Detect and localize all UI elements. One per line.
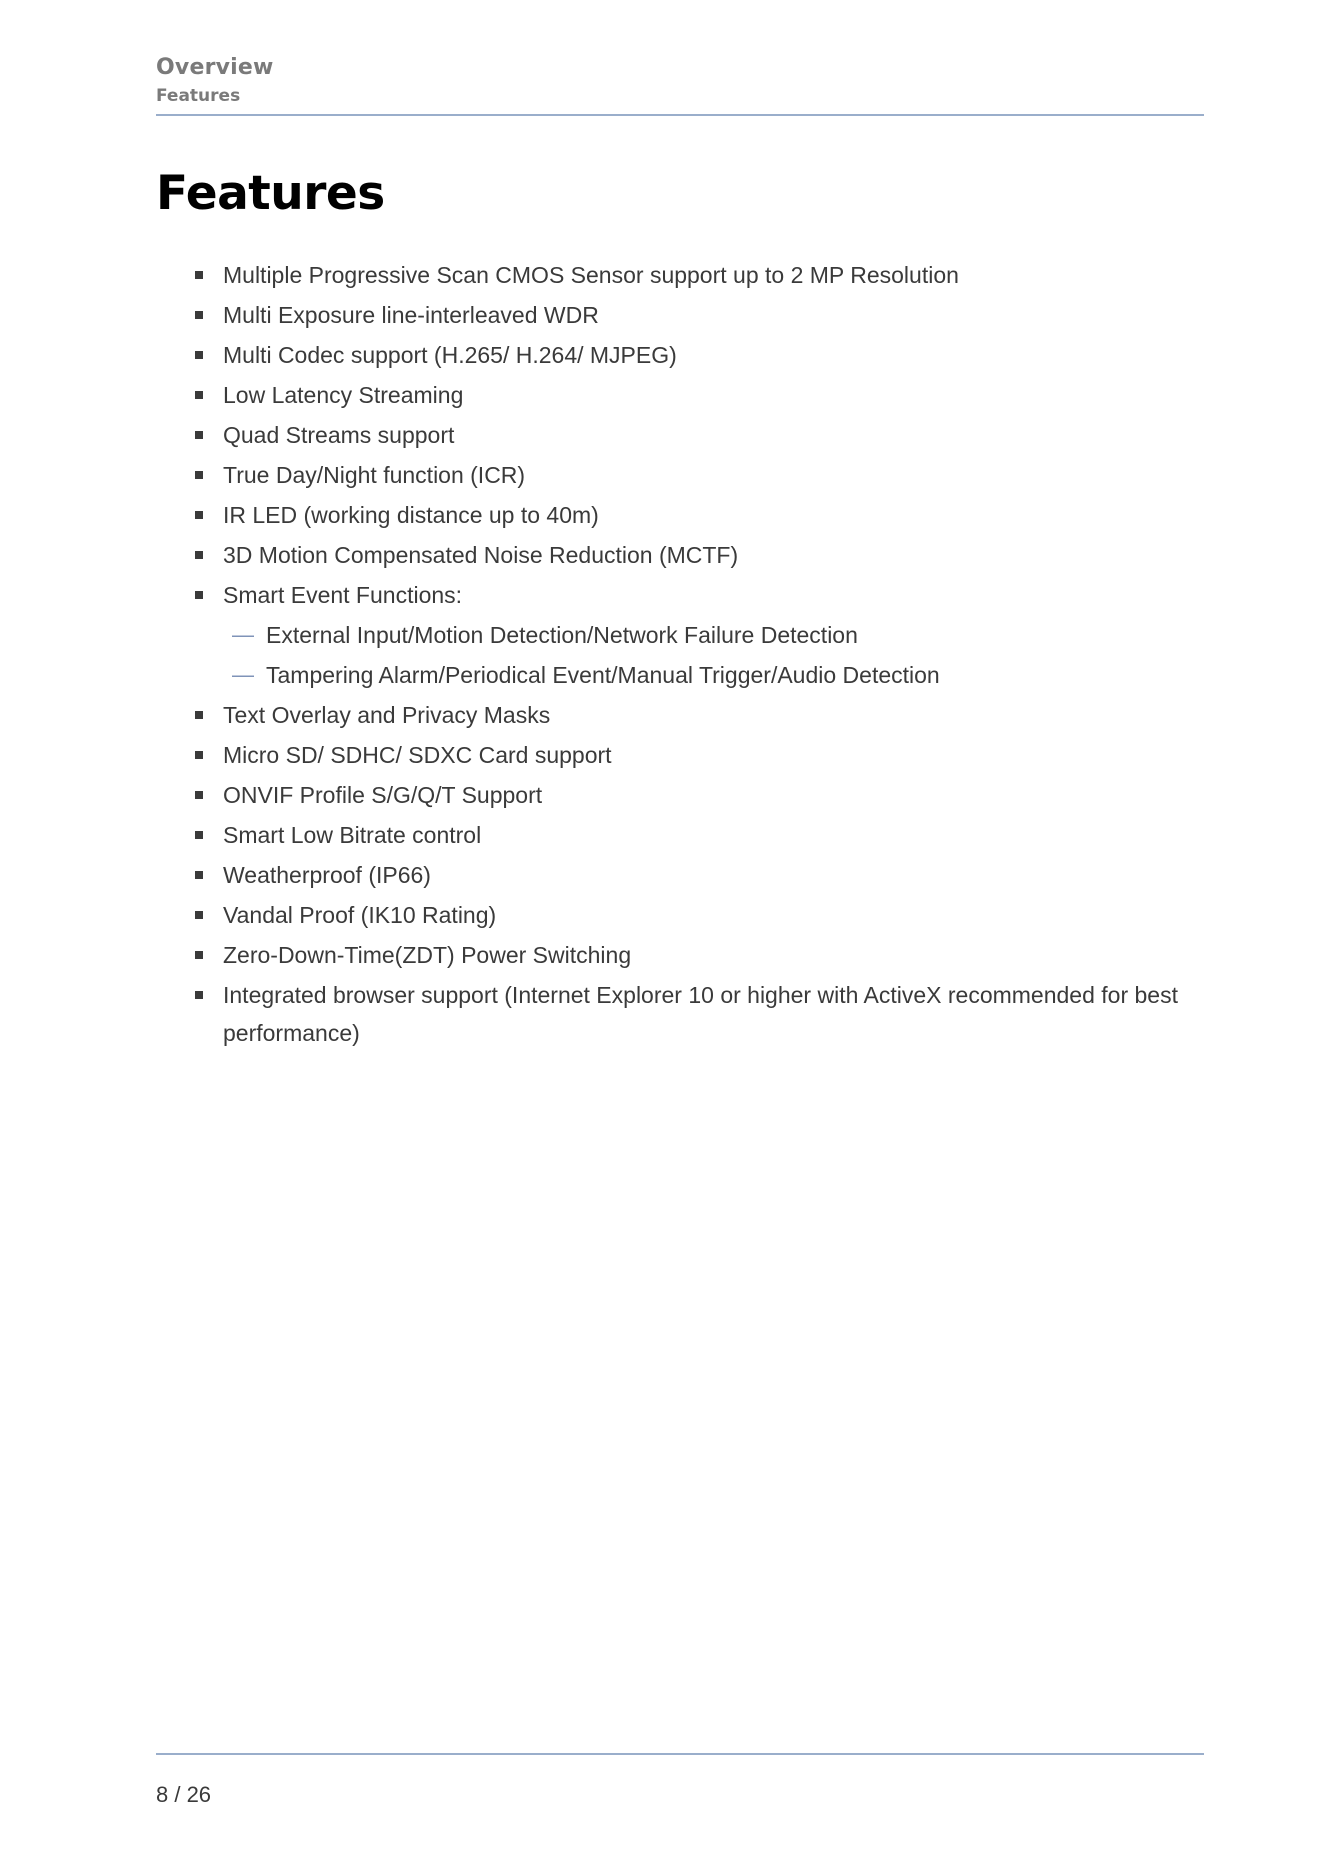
feature-item [156, 376, 1206, 414]
footer-divider [156, 1753, 1204, 1755]
feature-text: Weatherproof (IP66) [223, 862, 431, 888]
square-bullet-icon [195, 591, 203, 599]
feature-item [156, 816, 1206, 854]
square-bullet-icon [195, 431, 203, 439]
square-bullet-icon [195, 551, 203, 559]
feature-text: Multiple Progressive Scan CMOS Sensor support up to 2 MP Resolution [223, 262, 959, 288]
feature-item [156, 736, 1206, 774]
feature-item-smart-events [156, 576, 1206, 694]
smart-event-sublist [223, 616, 1206, 694]
sub-list-item [223, 616, 1206, 654]
square-bullet-icon [195, 831, 203, 839]
feature-text: 3D Motion Compensated Noise Reduction (MCTF) [223, 542, 739, 568]
feature-text: Text Overlay and Privacy Masks [223, 702, 551, 728]
feature-item [156, 456, 1206, 494]
feature-text: Smart Event Functions: [223, 582, 463, 608]
sub-list-item [223, 656, 1206, 694]
feature-text: Zero-Down-Time(ZDT) Power Switching [223, 942, 632, 968]
square-bullet-icon [195, 391, 203, 399]
square-bullet-icon [195, 791, 203, 799]
feature-text: Quad Streams support [223, 422, 455, 448]
feature-text: Multi Exposure line-interleaved WDR [223, 302, 599, 328]
header-divider [156, 114, 1204, 116]
feature-list [156, 256, 1206, 1054]
page-number: 8 / 26 [156, 1782, 212, 1807]
feature-item [156, 416, 1206, 454]
feature-item [156, 856, 1206, 894]
feature-text: Multi Codec support (H.265/ H.264/ MJPEG) [223, 342, 677, 368]
feature-text: Vandal Proof (IK10 Rating) [223, 902, 497, 928]
square-bullet-icon [195, 511, 203, 519]
running-header [156, 52, 1204, 108]
sub-item-text: External Input/Motion Detection/Network Failure Detection [266, 622, 858, 648]
square-bullet-icon [195, 991, 203, 999]
header-section-title: Overview [156, 55, 274, 80]
feature-text: Micro SD/ SDHC/ SDXC Card support [223, 742, 612, 768]
sub-item-text: Tampering Alarm/Periodical Event/Manual Trigger/Audio Detection [266, 662, 940, 688]
feature-item [156, 296, 1206, 334]
dash-bullet-icon: — [232, 662, 254, 687]
feature-item [156, 256, 1206, 294]
square-bullet-icon [195, 271, 203, 279]
feature-text: Low Latency Streaming [223, 382, 464, 408]
feature-item [156, 536, 1206, 574]
feature-item [156, 696, 1206, 734]
square-bullet-icon [195, 911, 203, 919]
feature-text: ONVIF Profile S/G/Q/T Support [223, 782, 543, 808]
square-bullet-icon [195, 351, 203, 359]
feature-item [156, 336, 1206, 374]
square-bullet-icon [195, 751, 203, 759]
header-subsection-title: Features [156, 86, 241, 106]
square-bullet-icon [195, 311, 203, 319]
square-bullet-icon [195, 871, 203, 879]
feature-item [156, 496, 1206, 534]
feature-item [156, 776, 1206, 814]
dash-bullet-icon: — [232, 622, 254, 647]
square-bullet-icon [195, 711, 203, 719]
square-bullet-icon [195, 951, 203, 959]
feature-item [156, 936, 1206, 974]
feature-text: Smart Low Bitrate control [223, 822, 482, 848]
page-title: Features [156, 166, 385, 221]
square-bullet-icon [195, 471, 203, 479]
feature-text: True Day/Night function (ICR) [223, 462, 526, 488]
feature-text: Integrated browser support (Internet Explorer 10 or higher with ActiveX recommended for best performance) [223, 982, 1178, 1046]
feature-item [156, 976, 1206, 1052]
feature-text: IR LED (working distance up to 40m) [223, 502, 599, 528]
feature-item [156, 896, 1206, 934]
